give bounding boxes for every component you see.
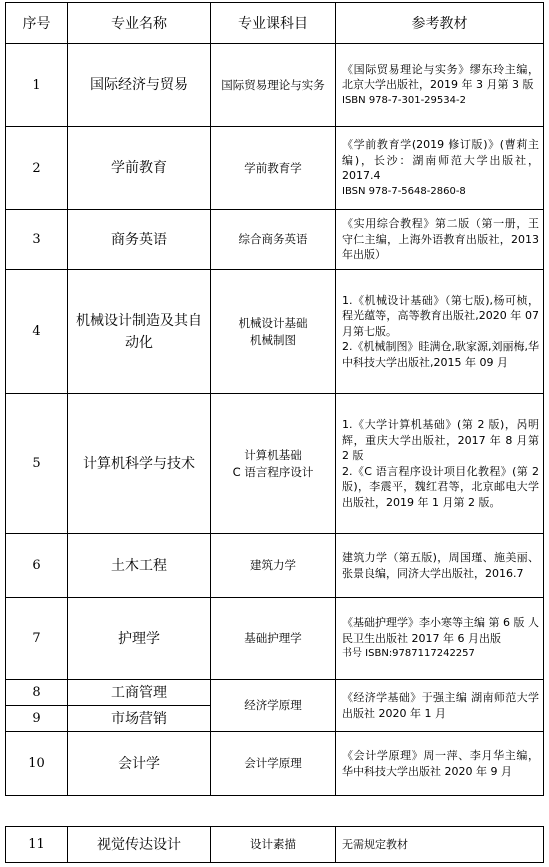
course-line: 机械设计基础 xyxy=(238,315,308,330)
header-course: 专业课科目 xyxy=(211,3,336,44)
table-row xyxy=(6,680,544,706)
course-line: 计算机基础 xyxy=(244,447,302,462)
row-number: 4 xyxy=(6,270,68,394)
course-subject: 国际贸易理论与实务 xyxy=(211,44,336,127)
course-subject: 学前教育学 xyxy=(211,127,336,210)
reference-item: 1.《大学计算机基础》(第 2 版)，呙明辉，重庆大学出版社，2017 年 8 月第 2 版 xyxy=(342,418,539,462)
course-subject xyxy=(211,270,336,394)
course-subject: 建筑力学 xyxy=(211,534,336,598)
table-row xyxy=(6,44,544,127)
table-row xyxy=(6,210,544,270)
major-name: 商务英语 xyxy=(68,210,211,270)
header-major: 专业名称 xyxy=(68,3,211,44)
header-reference: 参考教材 xyxy=(336,3,544,44)
row-number: 11 xyxy=(6,827,68,863)
table-row xyxy=(6,534,544,598)
major-name: 土木工程 xyxy=(68,534,211,598)
reference-textbook xyxy=(336,598,544,680)
reference-textbook xyxy=(336,127,544,210)
row-number: 10 xyxy=(6,732,68,796)
table-row xyxy=(6,732,544,796)
header-row xyxy=(6,3,544,44)
reference-isbn: IBSN 978-7-5648-2860-8 xyxy=(342,185,466,197)
major-name: 护理学 xyxy=(68,598,211,680)
course-subject: 会计学原理 xyxy=(211,732,336,796)
table-row xyxy=(6,127,544,210)
reference-isbn: 书号 ISBN:9787117242257 xyxy=(342,648,475,660)
major-name: 机械设计制造及其自动化 xyxy=(68,270,211,394)
reference-textbook xyxy=(336,44,544,127)
course-subject: 综合商务英语 xyxy=(211,210,336,270)
textbook-table xyxy=(5,2,544,796)
reference-text: 《国际贸易理论与实务》缪东玲主编，北京大学出版社，2019 年 3 月第 3 版 xyxy=(342,62,539,92)
reference-item: 2.《机械制图》眭满仓,耿家源,刘丽梅,华中科技大学出版社,2015 年 09 月 xyxy=(342,340,539,369)
table-row xyxy=(6,270,544,394)
textbook-table-continued xyxy=(5,826,544,863)
course-subject xyxy=(211,394,336,534)
row-number: 6 xyxy=(6,534,68,598)
row-number: 1 xyxy=(6,44,68,127)
table-row xyxy=(6,827,544,863)
course-line: 机械制图 xyxy=(250,332,296,347)
major-name: 视觉传达设计 xyxy=(68,827,211,863)
reference-textbook: 无需规定教材 xyxy=(336,827,544,863)
major-name: 市场营销 xyxy=(68,706,211,732)
course-subject: 经济学原理 xyxy=(211,680,336,732)
major-name: 工商管理 xyxy=(68,680,211,706)
reference-textbook: 《会计学原理》周一萍、李月华主编，华中科技大学出版社 2020 年 9 月 xyxy=(336,732,544,796)
row-number: 8 xyxy=(6,680,68,706)
row-number: 5 xyxy=(6,394,68,534)
reference-textbook xyxy=(336,394,544,534)
row-number: 7 xyxy=(6,598,68,680)
reference-textbook xyxy=(336,270,544,394)
course-subject: 设计素描 xyxy=(211,827,336,863)
major-name: 国际经济与贸易 xyxy=(68,44,211,127)
major-name: 计算机科学与技术 xyxy=(68,394,211,534)
reference-textbook: 《实用综合教程》第二版（第一册，王守仁主编，上海外语教育出版社，2013 年出版） xyxy=(336,210,544,270)
reference-text: 《基础护理学》李小寒等主编 第 6 版 人民卫生出版社 2017 年 6 月出版 xyxy=(342,616,539,645)
row-number: 2 xyxy=(6,127,68,210)
table-row xyxy=(6,598,544,680)
reference-textbook: 《经济学基础》于强主编 湖南师范大学出版社 2020 年 1 月 xyxy=(336,680,544,732)
table-row xyxy=(6,394,544,534)
reference-isbn: ISBN 978-7-301-29534-2 xyxy=(342,94,466,106)
course-line: C 语言程序设计 xyxy=(232,464,314,479)
header-no: 序号 xyxy=(6,3,68,44)
row-number: 9 xyxy=(6,706,68,732)
reference-item: 2.《C 语言程序设计项目化教程》(第 2 版)，李震平，魏红君等，北京邮电大学出版社，2019 年 1 月第 2 版。 xyxy=(342,464,539,509)
reference-item: 1.《机械设计基础》（第七版),杨可桢，程光蕴等，高等教育出版社,2020 年 07 月第七版。 xyxy=(342,293,539,338)
row-number: 3 xyxy=(6,210,68,270)
reference-textbook: 建筑力学（第五版)，周国瑾、施美丽、张景良编，同济大学出版社，2016.7 xyxy=(336,534,544,598)
reference-text: 《学前教育学(2019 修订版)》(曹莉主编)，长沙：湖南师范大学出版社，2017.4 xyxy=(342,138,539,182)
major-name: 学前教育 xyxy=(68,127,211,210)
major-name: 会计学 xyxy=(68,732,211,796)
course-subject: 基础护理学 xyxy=(211,598,336,680)
